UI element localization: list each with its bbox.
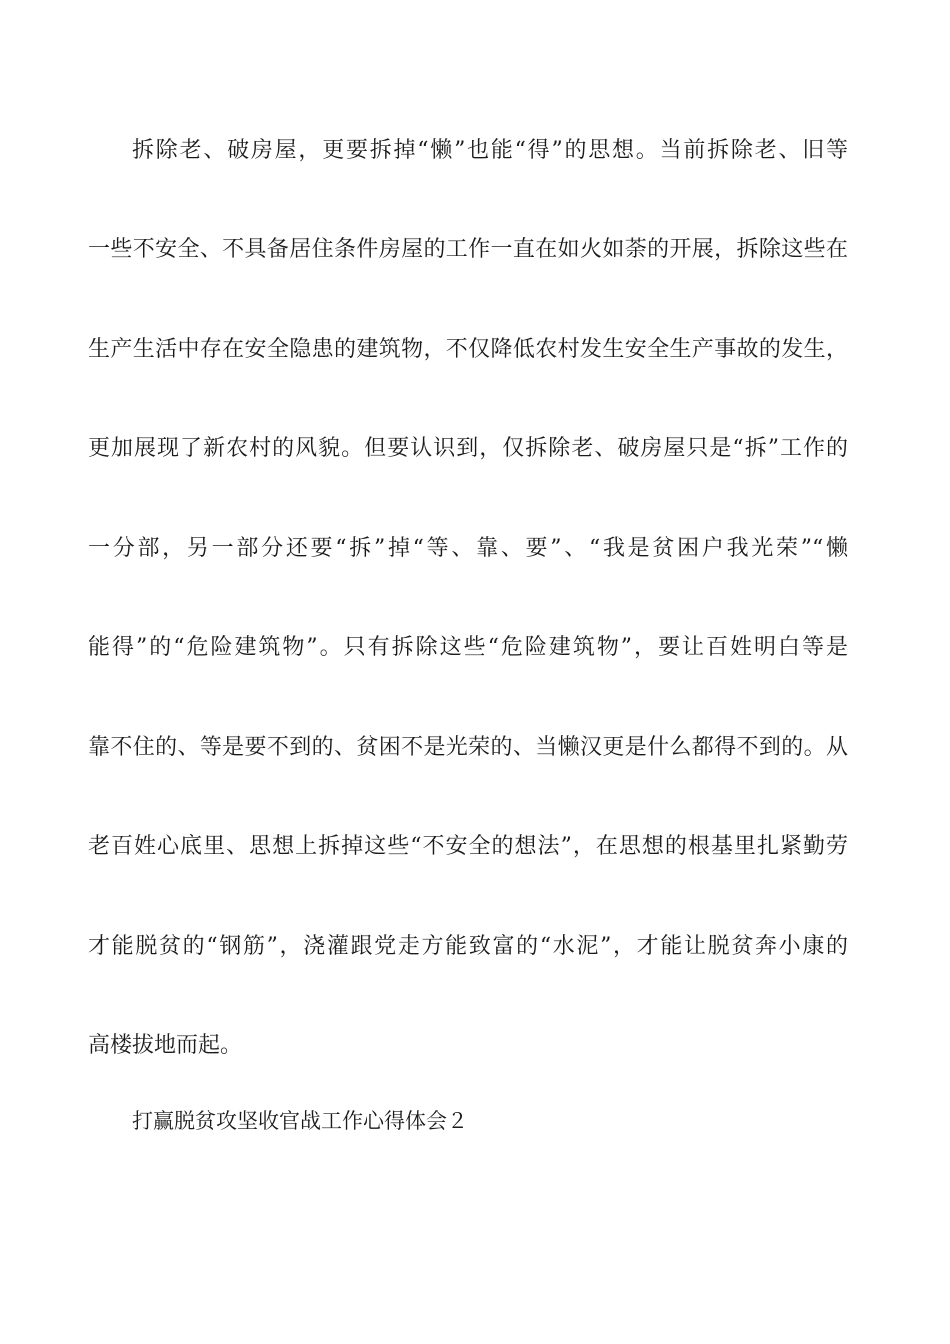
paragraph-line-4: 更加展现了新农村的风貌。但要认识到，仅拆除老、破房屋只是“拆”工作的 xyxy=(88,436,848,461)
paragraph-line-2: 一些不安全、不具备居住条件房屋的工作一直在如火如荼的开展，拆除这些在 xyxy=(88,237,848,262)
paragraph-line-7: 靠不住的、等是要不到的、贫困不是光荣的、当懒汉更是什么都得不到的。从 xyxy=(88,735,848,760)
paragraph-line-8: 老百姓心底里、思想上拆掉这些“不安全的想法”，在思想的根基里扎紧勤劳 xyxy=(88,834,848,859)
paragraph-line-1: 拆除老、破房屋，更要拆掉“懒”也能“得”的思想。当前拆除老、旧等 xyxy=(132,138,848,163)
paragraph-line-6: 能得”的“危险建筑物”。只有拆除这些“危险建筑物”，要让百姓明白等是 xyxy=(88,635,848,660)
paragraph-line-10: 高楼拔地而起。 xyxy=(88,1033,243,1058)
section-heading: 打赢脱贫攻坚收官战工作心得体会２ xyxy=(132,1109,468,1133)
paragraph-line-3: 生产生活中存在安全隐患的建筑物，不仅降低农村发生安全生产事故的发生， xyxy=(88,337,848,362)
paragraph-line-9: 才能脱贫的“钢筋”，浇灌跟党走方能致富的“水泥”，才能让脱贫奔小康的 xyxy=(88,934,848,959)
paragraph-line-5: 一分部，另一部分还要“拆”掉“等、靠、要”、“我是贫困户我光荣”“懒 xyxy=(88,536,848,561)
